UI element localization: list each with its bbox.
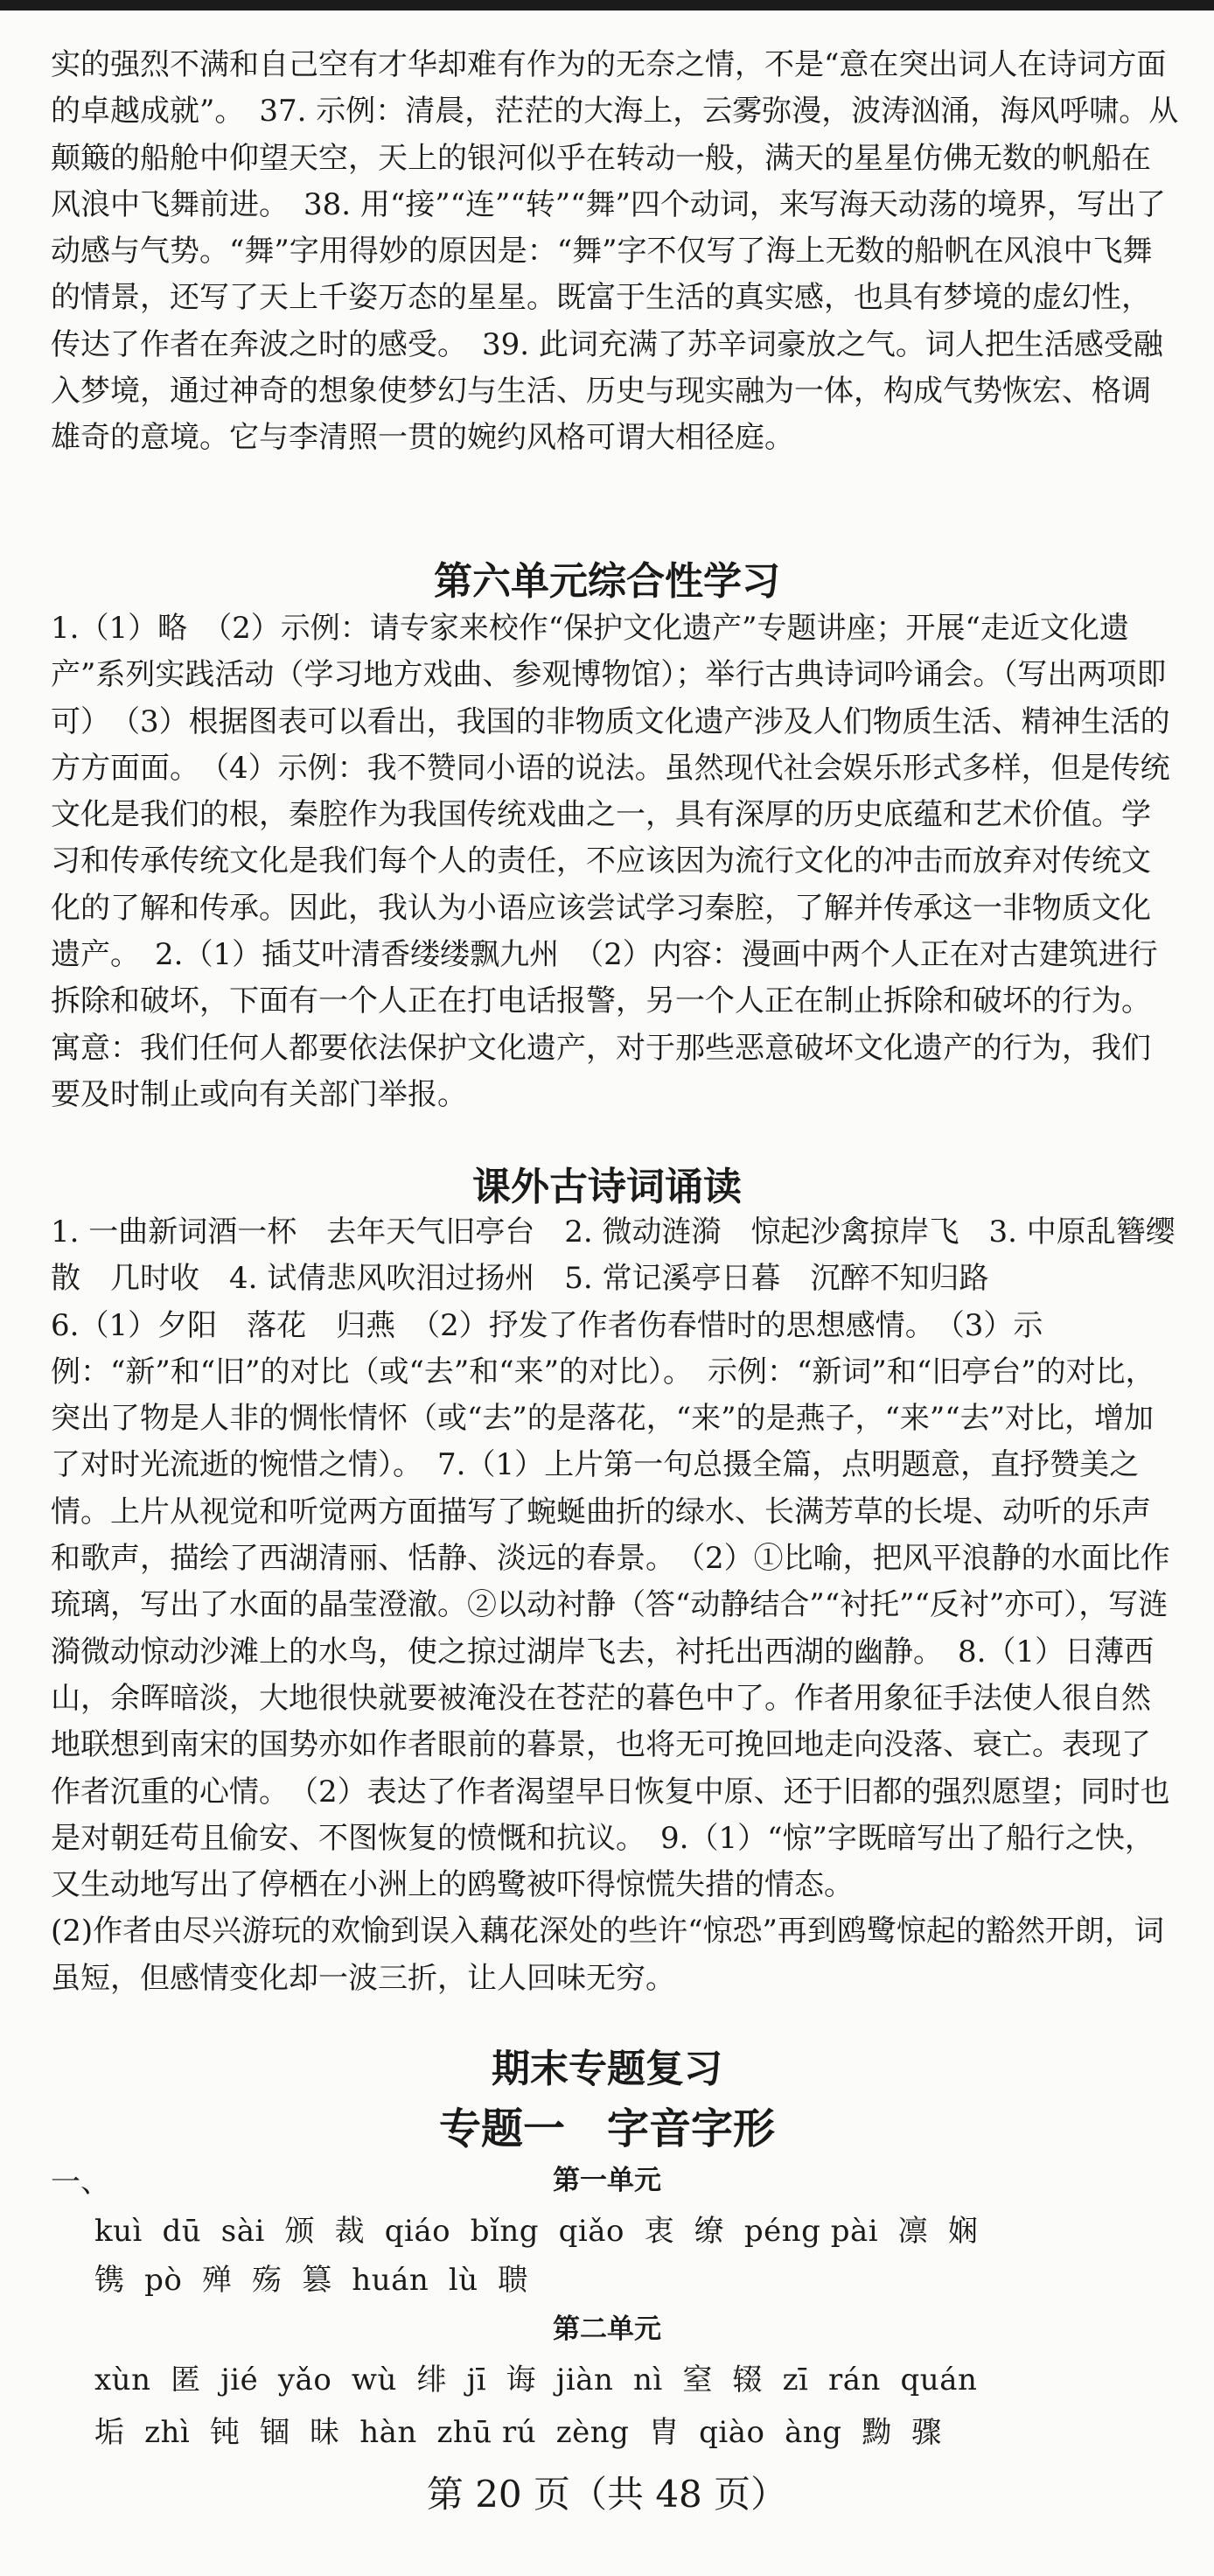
answer-paragraph-poems: 1. 一曲新词酒一杯 去年天气旧亭台 2. 微动涟漪 惊起沙禽掠岸飞 3. 中原乱簪缨散 几时收 4. 试倩悲风吹泪过扬州 5. 常记溪亭日暮 沉醉不知归路 6.（1）夕阳 落花 归燕 （2）抒发了作者伤春惜时的思想感情。 （3）示例：“新”和“旧”的对比（或“去”和“来”的对比）。 示例：“新词”和“旧亭台”的对比，突出了物是人非的惆怅情怀（或“去”的是落花，“来”的是燕子，“来”“去”对比，增加了对时光流逝的惋惜之情）。 7.（1）上片第一句总摄全篇，点明题意，直抒赞美之情。上片从视觉和听觉两方面描写了蜿蜒曲折的绿水、长满芳草的长堤、动听的乐声和歌声，描绘了西湖清丽、恬静、淡远的春景。 （2）①比喻，把风平浪静的水面比作琉璃，写出了水面的晶莹澄澈。②以动衬静（答“动静结合”“衬托”“反衬”亦可），写涟漪微动惊动沙滩上的水鸟，使之掠过湖岸飞去，衬托出西湖的幽静。 8.（1）日薄西山，余晖暗淡，大地很快就要被淹没在苍茫的暮色中了。作者用象征手法使人很自然地联想到南宋的国势亦如作者眼前的暮景，也将无可挽回地走向没落、衰亡。表现了作者沉重的心情。 （2）表达了作者渴望早日恢复中原、还于旧都的强烈愿望；同时也是对朝廷苟且偷安、不图恢复的愤慨和抗议。 9.（1）“惊”字既暗写出了船行之快，又生动地写出了停栖在小洲上的鸥鹭被吓得惊慌失措的情态。 (2)作者由尽兴游玩的欢愉到误入藕花深处的些许“惊恐”再到鸥鹭惊起的豁然开朗，词虽短，但感情变化却一波三折，让人回味无穷。 [51, 1214, 1176, 1996]
heading-topic1: 专题一 字音字形 [438, 2104, 775, 2153]
pinyin-line-u1-2: 镌 pò 殚 殇 篡 huán lù 聩 [94, 2263, 528, 2298]
heading-unit2: 第二单元 [553, 2314, 661, 2345]
answer-paragraph-unit6: 1.（1）略 （2）示例：请专家来校作“保护文化遗产”专题讲座；开展“走近文化遗产”系列实践活动（学习地方戏曲、参观博物馆）；举行古典诗词吟诵会。（写出两项即可） （3）根据图表可以看出，我国的非物质文化遗产涉及人们物质生活、精神生活的方方面面。 （4）示例：我不赞同小语的说法。虽然现代社会娱乐形式多样，但是传统文化是我们的根，秦腔作为我国传统戏曲之一，具有深厚的历史底蕴和艺术价值。学习和传承传统文化是我们每个人的责任，不应该因为流行文化的冲击而放弃对传统文化的了解和传承。因此，我认为小语应该尝试学习秦腔，了解并传承这一非物质文化遗产。 2.（1）插艾叶清香缕缕飘九州 （2）内容：漫画中两个人正在对古建筑进行拆除和破坏，下面有一个人正在打电话报警，另一个人正在制止拆除和破坏的行为。寓意：我们任何人都要依法保护文化遗产，对于那些恶意破坏文化遗产的行为，我们要及时制止或向有关部门举报。 [51, 611, 1170, 1112]
answer-paragraph-intro: 实的强烈不满和自己空有才华却难有作为的无奈之情，不是“意在突出词人在诗词方面的卓越成就”。 37. 示例：清晨，茫茫的大海上，云雾弥漫，波涛汹涌，海风呼啸。从颠簸的船舱中仰望天空，天上的银河似乎在转动一般，满天的星星仿佛无数的帆船在风浪中飞舞前进。 38. 用“接”“连”“转”“舞”四个动词，来写海天动荡的境界，写出了动感与气势。“舞”字用得妙的原因是：“舞”字不仅写了海上无数的船帆在风浪中飞舞的情景，还写了天上千姿万态的星星。既富于生活的真实感，也具有梦境的虚幻性，传达了作者在奔波之时的感受。 39. 此词充满了苏辛词豪放之气。词人把生活感受融入梦境，通过神奇的想象使梦幻与生活、历史与现实融为一体，构成气势恢宏、格调雄奇的意境。它与李清照一贯的婉约风格可谓大相径庭。 [51, 47, 1179, 456]
heading-final-review: 期末专题复习 [492, 2047, 722, 2091]
pinyin-line-u2-1: xùn 匿 jié yǎo wù 绯 jī 诲 jiàn nì 窒 辍 zī rán quán [94, 2362, 978, 2398]
section-mark: 一、 [51, 2165, 110, 2200]
page-footer: 第 20 页（共 48 页） [426, 2473, 788, 2516]
pinyin-line-u1-1: kuì dū sài 颁 裁 qiáo bǐng qiǎo 衷 缭 péng pài 凛 娴 [94, 2214, 979, 2249]
heading-extra-poems: 课外古诗词诵读 [472, 1165, 742, 1209]
top-rule [0, 0, 1214, 10]
pinyin-line-u2-2: 垢 zhì 钝 锢 昧 hàn zhū rú zèng 胄 qiào àng 黝 骤 [94, 2415, 942, 2450]
heading-unit1: 第一单元 [553, 2165, 661, 2196]
heading-unit6: 第六单元综合性学习 [434, 559, 780, 604]
